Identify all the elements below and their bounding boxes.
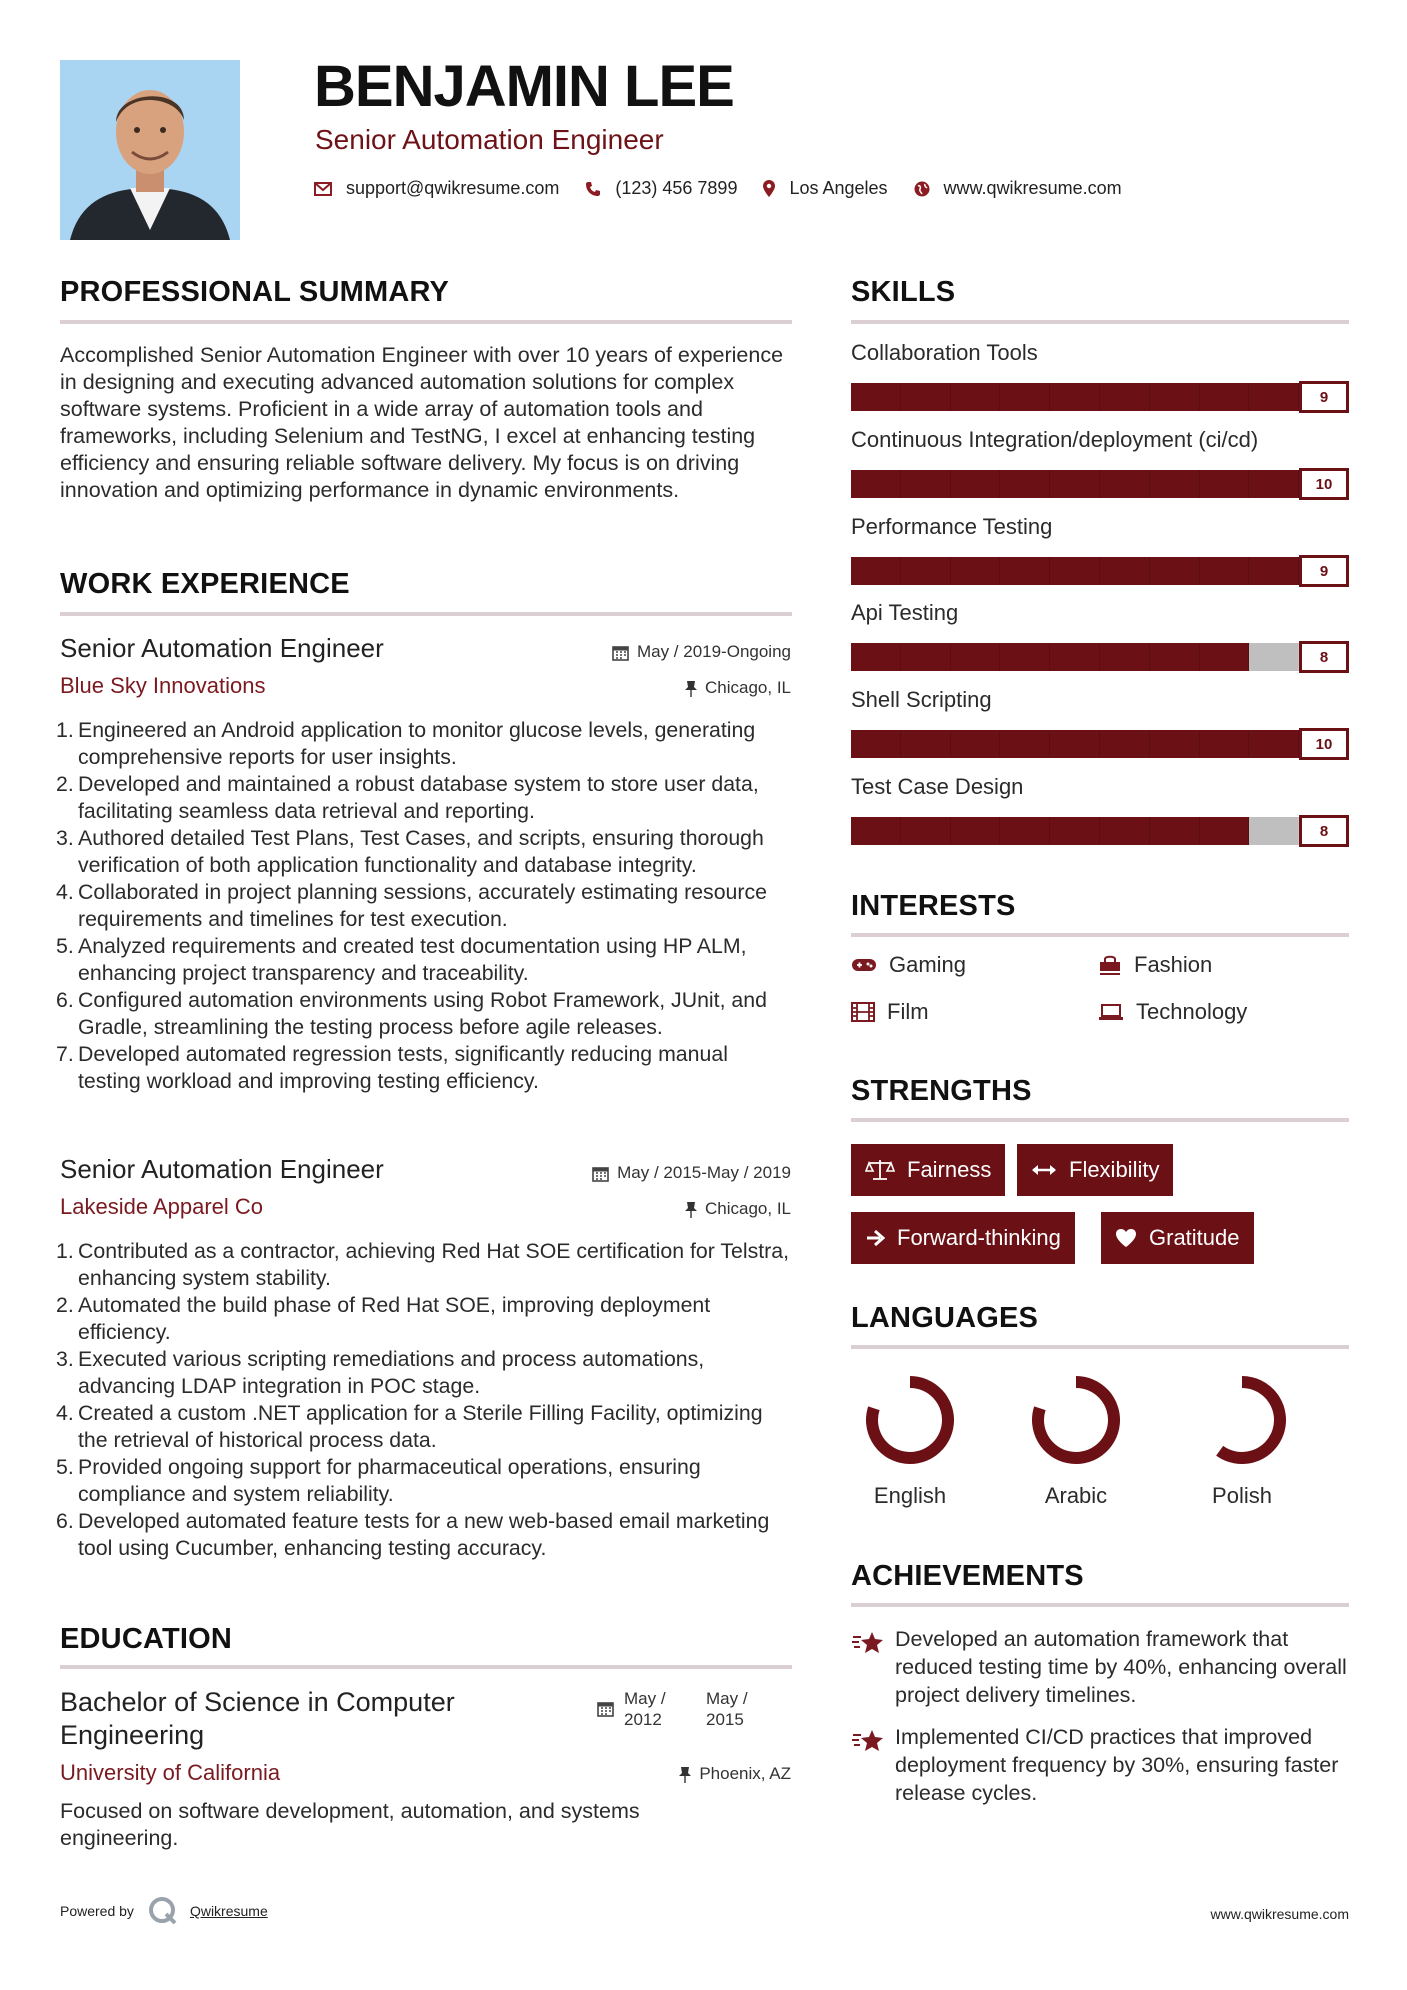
skill-segment (1100, 383, 1150, 411)
skill-score: 9 (1299, 381, 1349, 413)
contact-bar (314, 178, 1148, 199)
skill-segment (1249, 470, 1299, 498)
job-dates-text: May / 2019-Ongoing (636, 642, 791, 661)
duty-item: Created a custom .NET application for a Sterile Filling Facility, optimizing the retrieval of historical process data. (78, 1401, 763, 1452)
job-dates (612, 642, 791, 662)
education-heading: EDUCATION (60, 1623, 233, 1655)
duty-item: Configured automation environments using Robot Framework, JUnit, and Gradle, streamlining the testing process before agile releases. (78, 988, 767, 1039)
calendar-icon (592, 1165, 609, 1182)
footer-website[interactable]: www.qwikresume.com (1210, 1906, 1349, 1922)
skill-segment (951, 470, 1001, 498)
duties-list (60, 717, 795, 1095)
duty-item: Developed automated regression tests, significantly reducing manual testing workload and improving testing efficiency. (78, 1042, 728, 1093)
skill-segment (1150, 730, 1200, 758)
skill-segment (1249, 730, 1299, 758)
edu-end-year: 2015 (706, 1710, 744, 1729)
skill-segment (901, 557, 951, 585)
skill-name: Test Case Design (851, 774, 1024, 799)
job-location (685, 1199, 791, 1219)
interest-label: Film (887, 999, 929, 1024)
summary-text: Accomplished Senior Automation Engineer with over 10 years of experience in designing and executing advanced automation solutions for complex software systems. Proficient in a wide array of automation tools and frameworks, including Selenium and TestNG, I excel at enhancing testing efficiency and ensuring reliable software delivery. My focus is on driving innovation and optimizing performance in dynamic environments. (60, 343, 784, 502)
language-level-ring (1026, 1370, 1126, 1470)
strength-forward-thinking (851, 1212, 1075, 1264)
education-description: Focused on software development, automation, and systems engineering. (60, 1799, 640, 1850)
powered-by-text: Powered by (60, 1903, 134, 1919)
contact-location (763, 178, 887, 199)
phone-icon (585, 181, 601, 197)
skill-score: 8 (1299, 641, 1349, 673)
language-name: Arabic (1044, 1483, 1108, 1508)
heart-icon (1115, 1228, 1137, 1248)
skill-segment (851, 470, 901, 498)
pushpin-icon (679, 1766, 691, 1783)
duty-item: Executed various scripting remediations and process automations, advancing LDAP integration in POC stage. (78, 1347, 705, 1398)
skill-segment (1249, 557, 1299, 585)
duties-list (60, 1238, 795, 1562)
profile-photo (60, 60, 240, 240)
interest-fashion (1098, 952, 1212, 978)
skill-segment (1050, 643, 1100, 671)
achievements-heading: ACHIEVEMENTS (851, 1560, 1084, 1592)
strength-label: Fairness (907, 1157, 992, 1182)
strengths-heading: STRENGTHS (851, 1075, 1032, 1107)
skill-segment (901, 643, 951, 671)
skill-segment (1150, 470, 1200, 498)
strength-flexibility (1017, 1144, 1173, 1196)
edu-start-date (624, 1688, 666, 1730)
language-polish (1182, 1370, 1302, 1509)
skill-segment (1100, 817, 1150, 845)
skill-segment (1200, 643, 1250, 671)
degree-title: Bachelor of Science in Computer Engineering (60, 1687, 455, 1750)
skill-segment (1100, 557, 1150, 585)
strength-label: Flexibility (1069, 1157, 1160, 1182)
edu-start-month: May / (624, 1689, 666, 1708)
skill-segment (1200, 557, 1250, 585)
duty-item: Developed and maintained a robust database system to store user data, facilitating seamless data retrieval and reporting. (78, 772, 759, 823)
skill-name: Api Testing (851, 600, 959, 625)
language-level-ring (860, 1370, 960, 1470)
skills-rule (851, 320, 1349, 324)
achievement-text: Developed an automation framework that reduced testing time by 40%, enhancing overall project delivery timelines. (895, 1627, 1347, 1707)
pushpin-icon (685, 680, 697, 697)
interest-label: Fashion (1134, 952, 1213, 977)
duty-item: Automated the build phase of Red Hat SOE, improving deployment efficiency. (78, 1293, 711, 1344)
language-arabic (1016, 1370, 1136, 1509)
skill-segment (851, 817, 901, 845)
skill-segment (901, 383, 951, 411)
skill-segment (851, 383, 901, 411)
job-location-text: Chicago, IL (705, 1199, 791, 1218)
skill-segment (851, 730, 901, 758)
skill-segment (1249, 817, 1299, 845)
job-dates-text: May / 2015-May / 2019 (617, 1163, 791, 1182)
skill-segment (1150, 643, 1200, 671)
interests-heading: INTERESTS (851, 890, 1016, 922)
skill-score: 9 (1299, 555, 1349, 587)
skill-segment (951, 643, 1001, 671)
skill-segment (1000, 557, 1050, 585)
duty-item: Provided ongoing support for pharmaceutical operations, ensuring compliance and system reliability. (78, 1455, 701, 1506)
achievement-item (851, 1723, 1351, 1807)
skill-segment (1150, 557, 1200, 585)
duty-item: Contributed as a contractor, achieving Red Hat SOE certification for Telstra, enhancing system stability. (78, 1239, 790, 1290)
skill-segment (1200, 470, 1250, 498)
achievements-rule (851, 1603, 1349, 1607)
phone-text: (123) 456 7899 (615, 178, 738, 198)
skill-segment (1200, 730, 1250, 758)
company-name: Blue Sky Innovations (60, 673, 266, 698)
balance-scale-icon (865, 1158, 895, 1182)
globe-icon (914, 181, 930, 197)
skill-score: 8 (1299, 815, 1349, 847)
strength-label: Gratitude (1149, 1225, 1240, 1250)
language-level-arc (1038, 1382, 1114, 1458)
skill-segment (901, 470, 951, 498)
language-level-arc (1220, 1382, 1280, 1458)
languages-heading: LANGUAGES (851, 1302, 1039, 1334)
achievement-item (851, 1625, 1351, 1709)
skill-segment (1050, 817, 1100, 845)
duty-item: Authored detailed Test Plans, Test Cases, and scripts, ensuring thorough verification of both application functionality and database integrity. (78, 826, 764, 877)
summary-heading: PROFESSIONAL SUMMARY (60, 276, 450, 308)
interest-gaming (851, 952, 966, 978)
contact-website[interactable] (914, 178, 1122, 199)
duty-item: Developed automated feature tests for a new web-based email marketing tool using Cucumber, enhancing testing accuracy. (78, 1509, 770, 1560)
skill-segment (1050, 470, 1100, 498)
language-level-ring (1192, 1370, 1292, 1470)
skill-segment (1200, 383, 1250, 411)
languages-rule (851, 1345, 1349, 1349)
language-english (850, 1370, 970, 1509)
skill-segment (1000, 817, 1050, 845)
star-award-icon (851, 1625, 895, 1709)
edu-location (679, 1764, 791, 1784)
candidate-name: BENJAMIN LEE (314, 54, 734, 119)
strength-gratitude (1101, 1212, 1254, 1264)
skill-segment (1100, 470, 1150, 498)
map-pin-icon (763, 180, 775, 197)
skill-segment (1000, 383, 1050, 411)
star-award-icon (851, 1723, 895, 1807)
skill-segment (951, 817, 1001, 845)
interest-film (851, 999, 929, 1025)
envelope-icon (314, 182, 332, 196)
education-rule (60, 1665, 792, 1669)
job-dates (592, 1163, 791, 1183)
skill-name: Shell Scripting (851, 687, 992, 712)
laptop-icon (1098, 1003, 1124, 1021)
job-title: Senior Automation Engineer (60, 633, 384, 663)
duty-item: Engineered an Android application to monitor glucose levels, generating comprehensive reports for user insights. (78, 718, 756, 769)
skill-level-bar (851, 468, 1349, 500)
skill-score: 10 (1299, 728, 1349, 760)
skill-segment (951, 730, 1001, 758)
skill-name: Collaboration Tools (851, 340, 1038, 365)
location-text: Los Angeles (789, 178, 888, 198)
skill-name: Continuous Integration/deployment (ci/cd) (851, 427, 1259, 452)
experience-rule (60, 612, 792, 616)
skill-segment (1100, 643, 1150, 671)
skill-segment (1249, 383, 1299, 411)
skill-score: 10 (1299, 468, 1349, 500)
skill-segment (1050, 730, 1100, 758)
gamepad-icon (851, 957, 877, 973)
arrow-right-icon (865, 1229, 885, 1247)
skill-segment (1000, 643, 1050, 671)
language-level-arc (872, 1382, 948, 1458)
interests-rule (851, 933, 1349, 937)
skill-level-bar (851, 555, 1349, 587)
experience-heading: WORK EXPERIENCE (60, 568, 350, 600)
language-name: Polish (1212, 1483, 1272, 1508)
skill-segment (951, 557, 1001, 585)
skill-segment (1050, 383, 1100, 411)
skill-segment (1249, 643, 1299, 671)
footer-powered-by (60, 1896, 268, 1926)
edu-end-date (706, 1688, 748, 1730)
language-name: English (873, 1483, 947, 1508)
skill-segment (901, 730, 951, 758)
achievement-text: Implemented CI/CD practices that improved deployment frequency by 30%, ensuring faster release cycles. (895, 1725, 1339, 1805)
skill-segment (1150, 817, 1200, 845)
candidate-role: Senior Automation Engineer (315, 124, 664, 155)
job-location-text: Chicago, IL (705, 678, 791, 697)
job-location (685, 678, 791, 698)
edu-end-month: May / (706, 1689, 748, 1708)
qwikresume-link[interactable]: Qwikresume (189, 1903, 268, 1919)
contact-email[interactable] (314, 178, 559, 199)
skill-segment (1000, 470, 1050, 498)
skill-segment (1200, 817, 1250, 845)
interest-label: Gaming (889, 952, 967, 977)
strength-fairness (851, 1144, 1005, 1196)
email-text: support@qwikresume.com (346, 178, 560, 198)
skill-segment (851, 643, 901, 671)
qwikresume-logo-icon (148, 1896, 178, 1926)
film-icon (851, 1002, 875, 1022)
strength-label: Forward-thinking (897, 1225, 1061, 1250)
contact-phone[interactable] (585, 178, 737, 199)
calendar-icon (597, 1700, 614, 1717)
interest-technology (1098, 999, 1247, 1025)
skill-segment (851, 557, 901, 585)
edu-location-text: Phoenix, AZ (699, 1764, 791, 1783)
skill-segment (1000, 730, 1050, 758)
skills-heading: SKILLS (851, 276, 956, 308)
website-text: www.qwikresume.com (943, 178, 1122, 198)
skill-segment (1100, 730, 1150, 758)
edu-start-year: 2012 (624, 1710, 662, 1729)
school-name: University of California (60, 1760, 281, 1785)
skill-segment (1150, 383, 1200, 411)
skill-level-bar (851, 815, 1349, 847)
summary-rule (60, 320, 792, 324)
skill-name: Performance Testing (851, 514, 1053, 539)
strengths-rule (851, 1118, 1349, 1122)
shopping-bag-icon (1098, 954, 1122, 976)
company-name: Lakeside Apparel Co (60, 1194, 264, 1219)
arrows-horizontal-icon (1031, 1163, 1057, 1177)
skill-segment (951, 383, 1001, 411)
skill-segment (1050, 557, 1100, 585)
duty-item: Analyzed requirements and created test documentation using HP ALM, enhancing project transparency and traceability. (78, 934, 747, 985)
duty-item: Collaborated in project planning sessions, accurately estimating resource requirements and timelines for test execution. (78, 880, 767, 931)
calendar-icon (612, 644, 629, 661)
pushpin-icon (685, 1201, 697, 1218)
skill-level-bar (851, 728, 1349, 760)
skill-segment (901, 817, 951, 845)
job-title: Senior Automation Engineer (60, 1154, 384, 1184)
interest-label: Technology (1136, 999, 1248, 1024)
edu-calendar (597, 1700, 622, 1717)
skill-level-bar (851, 381, 1349, 413)
skill-level-bar (851, 641, 1349, 673)
